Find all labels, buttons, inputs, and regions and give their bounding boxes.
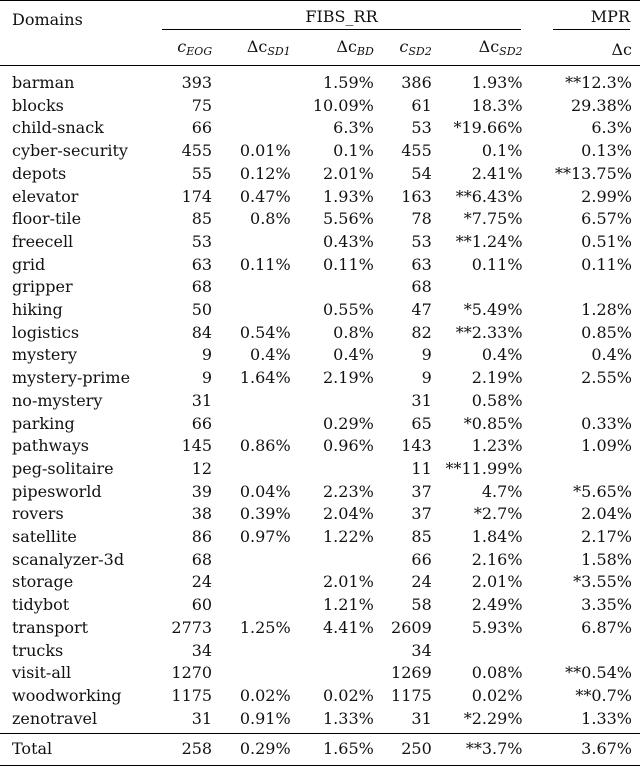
table-row	[0, 390, 640, 413]
value-cell: **12.3%	[537, 66, 640, 95]
value-cell: 2.01%	[323, 572, 374, 592]
value-cell: 54	[411, 163, 432, 183]
table-row	[0, 708, 640, 734]
value-cell: 163	[401, 186, 432, 206]
table-row	[0, 344, 640, 367]
value-cell: **13.75%	[554, 163, 632, 183]
table-row	[0, 503, 640, 526]
value-cell: 0.4%	[250, 345, 291, 365]
value-cell: 53	[191, 231, 213, 251]
domain-name-cell: gripper	[12, 277, 73, 297]
value-cell: 1.09%	[581, 436, 632, 456]
value-cell	[293, 458, 376, 481]
value-cell	[216, 571, 293, 594]
value-cell	[216, 549, 293, 572]
value-cell: 0.4%	[481, 345, 523, 365]
value-cell: 1.21%	[323, 595, 374, 615]
value-cell	[216, 299, 293, 322]
value-cell: 53	[411, 231, 432, 251]
domain-name-cell: freecell	[12, 231, 74, 251]
value-cell: 1.58%	[581, 549, 632, 569]
value-cell: 9	[201, 345, 213, 365]
table-footer	[0, 734, 640, 766]
total-cell: 1.65%	[293, 734, 376, 766]
domain-name-cell: blocks	[12, 95, 64, 115]
domain-name-cell: scanalyzer-3d	[12, 549, 125, 569]
value-cell: 31	[191, 708, 213, 728]
value-cell: 0.1%	[333, 141, 374, 161]
header-group-row	[0, 1, 640, 36]
value-cell: *7.75%	[463, 209, 523, 229]
col-c-sd2-header: $c_{SD2}$	[399, 37, 432, 59]
domain-name-cell: child-snack	[12, 118, 104, 138]
value-cell: 1.25%	[239, 617, 291, 637]
col-dc-bd-header: $\Delta c_{BD}$	[336, 37, 374, 59]
table-row	[0, 186, 640, 209]
domain-name-cell: transport	[12, 617, 89, 637]
value-cell: 78	[411, 209, 432, 229]
value-cell: 66	[191, 118, 213, 138]
value-cell: 0.1%	[481, 141, 523, 161]
value-cell: 145	[181, 436, 213, 456]
value-cell	[293, 662, 376, 685]
value-cell	[216, 66, 293, 95]
domain-name-cell: cyber-security	[12, 141, 128, 161]
value-cell: 0.47%	[239, 186, 291, 206]
domain-name-cell: elevator	[12, 186, 79, 206]
value-cell: 0.11%	[471, 254, 523, 274]
value-cell: 2.17%	[581, 527, 632, 547]
col-c-eog-header: $c_{EOG}$	[177, 37, 213, 59]
domain-name-cell: storage	[12, 572, 74, 592]
value-cell: 2.49%	[471, 595, 523, 615]
value-cell	[293, 640, 376, 663]
value-cell: 0.4%	[591, 345, 632, 365]
value-cell: 4.7%	[481, 481, 523, 501]
domain-name-cell: satellite	[12, 527, 77, 547]
value-cell	[293, 549, 376, 572]
table-row	[0, 481, 640, 504]
domain-name-cell: peg-solitaire	[12, 458, 114, 478]
value-cell: 47	[411, 300, 432, 320]
value-cell: 66	[191, 413, 213, 433]
value-cell: 386	[376, 66, 436, 95]
value-cell: 0.11%	[239, 254, 291, 274]
domain-name-cell: mystery	[12, 345, 78, 365]
value-cell: 0.8%	[250, 209, 291, 229]
value-cell: 0.54%	[239, 322, 291, 342]
domain-name-cell: parking	[12, 413, 75, 433]
value-cell	[436, 640, 537, 663]
table-row	[0, 95, 640, 118]
value-cell: **0.54%	[565, 663, 632, 683]
table-row	[0, 66, 640, 95]
table-row	[0, 254, 640, 277]
value-cell: 55	[191, 163, 213, 183]
value-cell: 1269	[391, 663, 432, 683]
value-cell	[293, 276, 376, 299]
table-row	[0, 549, 640, 572]
value-cell: 2.99%	[581, 186, 632, 206]
value-cell: 0.97%	[239, 527, 291, 547]
value-cell: **6.43%	[455, 186, 523, 206]
value-cell: 0.04%	[239, 481, 291, 501]
value-cell: 9	[421, 345, 432, 365]
domain-name-cell: rovers	[12, 504, 64, 524]
col-dc-mpr-header: Δc	[611, 39, 632, 59]
value-cell: 37	[411, 504, 432, 524]
total-cell: 258	[154, 734, 216, 766]
value-cell	[436, 276, 537, 299]
fibs-rr-label: FIBS_RR	[305, 7, 378, 27]
value-cell: 12	[191, 458, 213, 478]
value-cell: 65	[411, 413, 432, 433]
value-cell: 455	[401, 141, 432, 161]
value-cell: 68	[411, 277, 432, 297]
value-cell: 2773	[171, 617, 213, 637]
value-cell: **2.33%	[455, 322, 523, 342]
value-cell: 68	[191, 277, 213, 297]
domain-name-cell: pathways	[12, 436, 89, 456]
value-cell: 50	[191, 300, 213, 320]
value-cell: 0.43%	[323, 231, 374, 251]
value-cell: 0.11%	[323, 254, 374, 274]
value-cell: 2.04%	[581, 504, 632, 524]
value-cell: 0.91%	[239, 708, 291, 728]
value-cell: 0.12%	[239, 163, 291, 183]
value-cell: 5.56%	[323, 209, 374, 229]
value-cell: 1175	[171, 685, 213, 705]
value-cell: 0.85%	[581, 322, 632, 342]
total-cell: 0.29%	[216, 734, 293, 766]
fibs-rr-group-header	[154, 1, 536, 36]
table-row	[0, 435, 640, 458]
value-cell: 3.35%	[581, 595, 632, 615]
table-row	[0, 458, 640, 481]
value-cell: 2609	[391, 617, 432, 637]
value-cell: 5.93%	[471, 617, 523, 637]
value-cell: 4.41%	[323, 617, 374, 637]
domain-name-cell: depots	[12, 163, 67, 183]
value-cell: *5.65%	[573, 481, 632, 501]
value-cell: 29.38%	[570, 95, 632, 115]
value-cell: **1.24%	[455, 231, 523, 251]
value-cell: 2.04%	[323, 504, 374, 524]
value-cell: 58	[411, 595, 432, 615]
value-cell: 38	[191, 504, 213, 524]
value-cell: 31	[411, 390, 432, 410]
value-cell: 66	[411, 549, 432, 569]
domain-name-cell: woodworking	[12, 685, 122, 705]
value-cell: 0.55%	[323, 300, 374, 320]
value-cell: *19.66%	[453, 118, 523, 138]
value-cell: 0.13%	[581, 141, 632, 161]
value-cell: 63	[191, 254, 213, 274]
value-cell: 24	[191, 572, 213, 592]
domain-name-cell: floor-tile	[12, 209, 82, 229]
value-cell: 6.3%	[591, 118, 632, 138]
value-cell: 0.02%	[471, 685, 523, 705]
value-cell: 2.23%	[323, 481, 374, 501]
value-cell: 6.87%	[581, 617, 632, 637]
table-row	[0, 140, 640, 163]
value-cell: 0.08%	[471, 663, 523, 683]
value-cell: 1.84%	[471, 527, 523, 547]
col-dc-sd2-header: $\Delta c_{SD2}$	[478, 37, 523, 59]
table-header	[0, 1, 640, 66]
table-row	[0, 367, 640, 390]
value-cell: 39	[191, 481, 213, 501]
value-cell: 0.29%	[323, 413, 374, 433]
value-cell: 174	[181, 186, 213, 206]
value-cell	[216, 390, 293, 413]
table-row	[0, 276, 640, 299]
value-cell: 60	[191, 595, 213, 615]
value-cell	[216, 662, 293, 685]
value-cell	[216, 95, 293, 118]
value-cell: 34	[411, 640, 432, 660]
value-cell: 0.11%	[581, 254, 632, 274]
value-cell: 143	[401, 436, 432, 456]
value-cell: 84	[191, 322, 213, 342]
value-cell: 0.8%	[333, 322, 374, 342]
value-cell: *2.29%	[463, 708, 523, 728]
value-cell	[537, 390, 640, 413]
value-cell: 61	[411, 95, 432, 115]
value-cell: 0.4%	[333, 345, 374, 365]
table-row	[0, 685, 640, 708]
domain-name-cell: mystery-prime	[12, 368, 131, 388]
table-row	[0, 117, 640, 140]
value-cell: 0.01%	[239, 141, 291, 161]
total-label: Total	[0, 734, 154, 766]
value-cell: 0.02%	[323, 685, 374, 705]
value-cell: *3.55%	[573, 572, 632, 592]
table-row	[0, 640, 640, 663]
value-cell: 31	[411, 708, 432, 728]
table-body	[0, 66, 640, 734]
table-row	[0, 163, 640, 186]
value-cell	[216, 594, 293, 617]
value-cell: 68	[191, 549, 213, 569]
value-cell: 0.58%	[471, 390, 523, 410]
value-cell: 2.41%	[471, 163, 523, 183]
domain-name-cell: pipesworld	[12, 481, 102, 501]
value-cell: 455	[181, 141, 213, 161]
value-cell: 0.51%	[581, 231, 632, 251]
value-cell	[216, 640, 293, 663]
value-cell: 1.93%	[436, 66, 537, 95]
value-cell: 1.64%	[239, 368, 291, 388]
value-cell: *0.85%	[463, 413, 523, 433]
mpr-label: MPR	[590, 7, 630, 27]
value-cell: **11.99%	[445, 458, 523, 478]
domain-name-cell: trucks	[12, 640, 64, 660]
domain-name-cell: zenotravel	[12, 708, 98, 728]
table-row	[0, 526, 640, 549]
value-cell: 11	[411, 458, 432, 478]
domain-name-cell: visit-all	[12, 663, 72, 683]
value-cell: 1270	[171, 663, 213, 683]
table-row	[0, 299, 640, 322]
value-cell: 1.59%	[293, 66, 376, 95]
value-cell: 34	[191, 640, 213, 660]
col-dc-sd1-header: $\Delta c_{SD1}$	[246, 37, 291, 59]
table-row	[0, 594, 640, 617]
value-cell: 0.39%	[239, 504, 291, 524]
table-row	[0, 662, 640, 685]
domain-name-cell: grid	[12, 254, 46, 274]
domain-name-cell: hiking	[12, 300, 63, 320]
domain-name-cell: no-mystery	[12, 390, 103, 410]
value-cell: 37	[411, 481, 432, 501]
value-cell: 18.3%	[471, 95, 523, 115]
value-cell: 2.01%	[323, 163, 374, 183]
value-cell: 31	[191, 390, 213, 410]
table-row	[0, 231, 640, 254]
value-cell: 1.33%	[323, 708, 374, 728]
value-cell: 10.09%	[312, 95, 374, 115]
table-row	[0, 413, 640, 436]
mpr-group-header	[537, 1, 640, 36]
total-cell: 250	[376, 734, 436, 766]
domain-name-cell: tidybot	[12, 595, 70, 615]
value-cell: 75	[191, 95, 213, 115]
value-cell: 1175	[391, 685, 432, 705]
value-cell	[537, 458, 640, 481]
fibs-rr-rule	[162, 6, 520, 30]
value-cell	[216, 117, 293, 140]
value-cell: 2.19%	[471, 368, 523, 388]
value-cell: 85	[411, 527, 432, 547]
value-cell	[216, 231, 293, 254]
value-cell: 82	[411, 322, 432, 342]
value-cell: 9	[421, 368, 432, 388]
value-cell	[537, 640, 640, 663]
domains-header: Domains	[0, 1, 154, 66]
value-cell: 2.01%	[471, 572, 523, 592]
domain-name-cell: logistics	[12, 322, 80, 342]
value-cell: 0.86%	[239, 436, 291, 456]
value-cell: *5.49%	[463, 300, 523, 320]
value-cell	[537, 276, 640, 299]
total-row	[0, 734, 640, 766]
value-cell: 0.02%	[239, 685, 291, 705]
table-row	[0, 571, 640, 594]
value-cell: 1.22%	[323, 527, 374, 547]
table-row	[0, 208, 640, 231]
value-cell: *2.7%	[473, 504, 523, 524]
value-cell: 2.55%	[581, 368, 632, 388]
value-cell: 85	[191, 209, 213, 229]
value-cell: 2.16%	[471, 549, 523, 569]
value-cell: 0.33%	[581, 413, 632, 433]
value-cell: 1.93%	[323, 186, 374, 206]
value-cell: 86	[191, 527, 213, 547]
value-cell: **0.7%	[575, 685, 632, 705]
value-cell: 9	[201, 368, 213, 388]
domain-name-cell: barman	[0, 66, 154, 95]
value-cell: 1.28%	[581, 300, 632, 320]
value-cell: 53	[411, 118, 432, 138]
value-cell	[216, 458, 293, 481]
value-cell: 63	[411, 254, 432, 274]
table-row	[0, 617, 640, 640]
value-cell	[216, 413, 293, 436]
value-cell: 0.96%	[323, 436, 374, 456]
value-cell	[293, 390, 376, 413]
value-cell: 1.33%	[581, 708, 632, 728]
value-cell: 6.57%	[581, 209, 632, 229]
value-cell: 24	[411, 572, 432, 592]
value-cell: 1.23%	[471, 436, 523, 456]
total-cell: **3.7%	[436, 734, 537, 766]
value-cell: 393	[154, 66, 216, 95]
total-cell: 3.67%	[537, 734, 640, 766]
mpr-rule	[553, 6, 630, 30]
table-row	[0, 322, 640, 345]
value-cell	[216, 276, 293, 299]
value-cell: 6.3%	[333, 118, 374, 138]
value-cell: 2.19%	[323, 368, 374, 388]
